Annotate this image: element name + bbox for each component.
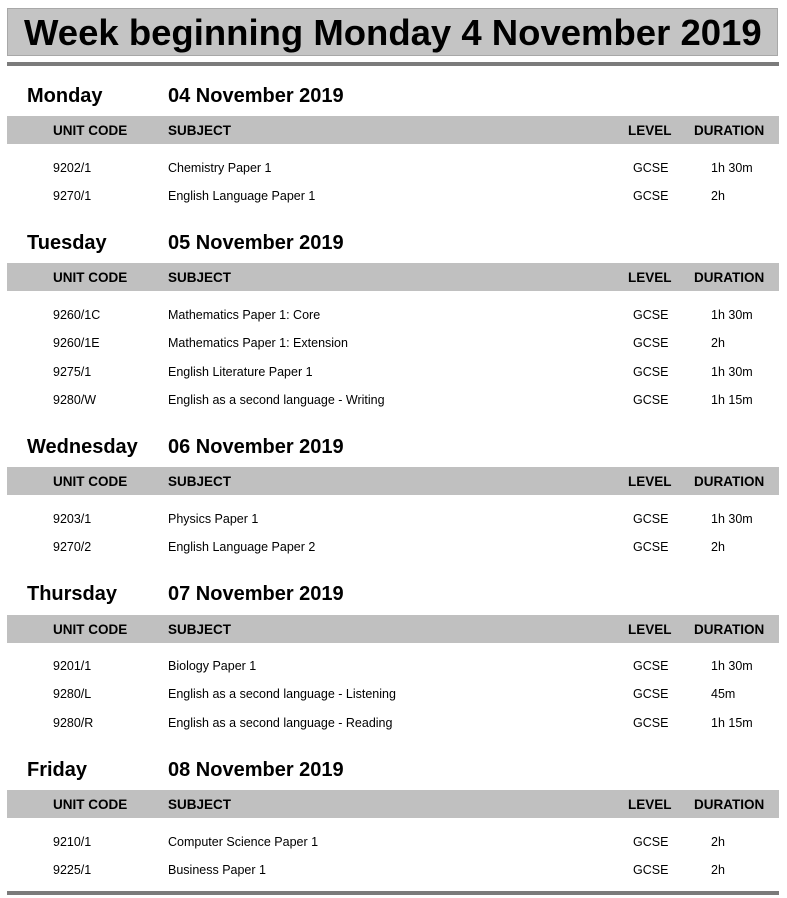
duration: 2h xyxy=(711,336,725,350)
level: GCSE xyxy=(633,659,669,673)
unit-code-header: UNIT CODE xyxy=(53,270,128,285)
unit-code-header: UNIT CODE xyxy=(53,474,128,489)
subject: English as a second language - Listening xyxy=(168,687,396,701)
duration-header: DURATION xyxy=(694,797,765,812)
duration: 1h 30m xyxy=(711,659,753,673)
level: GCSE xyxy=(633,512,669,526)
unit-code: 9260/1E xyxy=(53,336,100,350)
duration-header: DURATION xyxy=(694,622,765,637)
day-date: 08 November 2019 xyxy=(168,759,344,781)
level: GCSE xyxy=(633,393,669,407)
duration: 45m xyxy=(711,687,736,701)
table-row xyxy=(0,540,787,558)
subject: Mathematics Paper 1: Core xyxy=(168,308,321,322)
level: GCSE xyxy=(633,336,669,350)
unit-code-header: UNIT CODE xyxy=(53,123,128,138)
table-row xyxy=(0,659,787,677)
subject: English as a second language - Reading xyxy=(168,716,393,730)
level-header: LEVEL xyxy=(628,123,672,138)
level-header: LEVEL xyxy=(628,797,672,812)
title-bar xyxy=(7,8,778,56)
level: GCSE xyxy=(633,716,669,730)
subject: English as a second language - Writing xyxy=(168,393,385,407)
column-header-friday xyxy=(7,790,779,818)
day-date: 05 November 2019 xyxy=(168,232,344,254)
subject: English Literature Paper 1 xyxy=(168,365,313,379)
column-header-tuesday xyxy=(7,263,779,291)
unit-code: 9280/W xyxy=(53,393,97,407)
duration: 1h 15m xyxy=(711,716,753,730)
subject-header: SUBJECT xyxy=(168,797,232,812)
duration: 2h xyxy=(711,540,725,554)
table-row xyxy=(0,365,787,383)
day-name: Thursday xyxy=(27,583,118,605)
duration: 1h 30m xyxy=(711,512,753,526)
unit-code: 9270/2 xyxy=(53,540,92,554)
level: GCSE xyxy=(633,687,669,701)
unit-code: 9202/1 xyxy=(53,161,92,175)
subject: English Language Paper 2 xyxy=(168,540,316,554)
duration-header: DURATION xyxy=(694,123,765,138)
table-row xyxy=(0,863,787,881)
unit-code: 9225/1 xyxy=(53,863,92,877)
subject: Physics Paper 1 xyxy=(168,512,259,526)
level-header: LEVEL xyxy=(628,474,672,489)
duration-header: DURATION xyxy=(694,270,765,285)
unit-code: 9203/1 xyxy=(53,512,92,526)
unit-code: 9210/1 xyxy=(53,835,92,849)
level-header: LEVEL xyxy=(628,622,672,637)
day-date: 06 November 2019 xyxy=(168,436,344,458)
duration: 1h 30m xyxy=(711,161,753,175)
day-heading-wednesday xyxy=(0,436,787,462)
unit-code: 9280/R xyxy=(53,716,94,730)
subject-header: SUBJECT xyxy=(168,123,232,138)
unit-code-header: UNIT CODE xyxy=(53,797,128,812)
level: GCSE xyxy=(633,308,669,322)
table-row xyxy=(0,161,787,179)
subject-header: SUBJECT xyxy=(168,622,232,637)
subject-header: SUBJECT xyxy=(168,474,232,489)
column-header-wednesday xyxy=(7,467,779,495)
subject: English Language Paper 1 xyxy=(168,189,316,203)
page-title: Week beginning Monday 4 November 2019 xyxy=(24,12,762,53)
subject: Mathematics Paper 1: Extension xyxy=(168,336,348,350)
table-row xyxy=(0,308,787,326)
day-heading-thursday xyxy=(0,583,787,609)
day-name: Friday xyxy=(27,759,88,781)
unit-code: 9260/1C xyxy=(53,308,101,322)
day-heading-friday xyxy=(0,759,787,785)
table-row xyxy=(0,835,787,853)
duration: 1h 30m xyxy=(711,365,753,379)
subject: Business Paper 1 xyxy=(168,863,266,877)
day-name: Monday xyxy=(27,85,103,107)
duration-header: DURATION xyxy=(694,474,765,489)
table-row xyxy=(0,687,787,705)
column-header-thursday xyxy=(7,615,779,643)
level: GCSE xyxy=(633,835,669,849)
level: GCSE xyxy=(633,365,669,379)
day-date: 04 November 2019 xyxy=(168,85,344,107)
subject: Computer Science Paper 1 xyxy=(168,835,319,849)
table-row xyxy=(0,393,787,411)
level: GCSE xyxy=(633,540,669,554)
unit-code: 9270/1 xyxy=(53,189,92,203)
level: GCSE xyxy=(633,161,669,175)
duration: 2h xyxy=(711,189,725,203)
day-heading-tuesday xyxy=(0,232,787,258)
top-divider xyxy=(7,62,779,66)
table-row xyxy=(0,189,787,207)
day-date: 07 November 2019 xyxy=(168,583,344,605)
bottom-divider xyxy=(7,891,779,895)
table-row xyxy=(0,512,787,530)
level: GCSE xyxy=(633,189,669,203)
subject-header: SUBJECT xyxy=(168,270,232,285)
duration: 2h xyxy=(711,863,725,877)
duration: 1h 15m xyxy=(711,393,753,407)
unit-code-header: UNIT CODE xyxy=(53,622,128,637)
unit-code: 9201/1 xyxy=(53,659,92,673)
unit-code: 9275/1 xyxy=(53,365,92,379)
level: GCSE xyxy=(633,863,669,877)
table-row xyxy=(0,336,787,354)
duration: 1h 30m xyxy=(711,308,753,322)
duration: 2h xyxy=(711,835,725,849)
subject: Biology Paper 1 xyxy=(168,659,257,673)
day-heading-monday xyxy=(0,85,787,111)
level-header: LEVEL xyxy=(628,270,672,285)
unit-code: 9280/L xyxy=(53,687,92,701)
day-name: Tuesday xyxy=(27,232,107,254)
table-row xyxy=(0,716,787,734)
day-name: Wednesday xyxy=(27,436,138,458)
subject: Chemistry Paper 1 xyxy=(168,161,272,175)
column-header-monday xyxy=(7,116,779,144)
